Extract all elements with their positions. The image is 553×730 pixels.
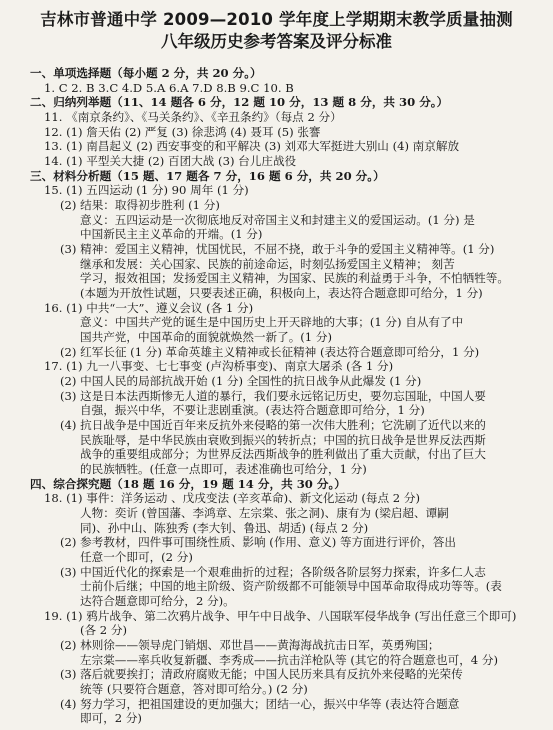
answer-line: 19. (1) 鸦片战争、第二次鸦片战争、甲午中日战争、八国联军侵华战争 (写出任意三个即可) xyxy=(44,608,517,623)
answer-line: (2) 林则徐——领导虎门销烟、邓世昌——黄海海战抗击日军，英勇殉国； xyxy=(60,638,440,652)
answer-line: (2) 红军长征 (1 分) 革命英雄主义精神或长征精神 (表达符合题意即可给分，1 分) xyxy=(60,344,480,359)
answer-line: 16. (1) 中共“一大”、遵义会议 (各 1 分) xyxy=(44,300,254,315)
answer-line: 达符合题意即可给分，2 分)。 xyxy=(80,594,235,608)
answer-line: (4) 努力学习，把祖国建设的更加强大；团结一心，振兴中华等 (表达符合题意 xyxy=(60,696,460,711)
answer-line: 意义：中国共产党的诞生是中国历史上开天辟地的大事；(1 分) 自从有了中 xyxy=(80,315,464,330)
answer-line: 18. (1) 事件：洋务运动 、戊戌变法 (辛亥革命)、新文化运动 (每点 2 分) xyxy=(44,491,420,506)
answer-line: 13. (1) 南昌起义 (2) 西安事变的和平解决 (3) 刘邓大军挺进大别山 (4) 南京解放 xyxy=(44,139,460,154)
answer-line: 人物：奕䜣 (曾国藩、李鸿章、左宗棠、张之洞)、康有为 (梁启超、谭嗣 xyxy=(80,506,449,520)
answer-line: 12. (1) 詹天佑 (2) 严复 (3) 徐悲鸿 (4) 聂耳 (5) 张謇 xyxy=(44,124,321,139)
answer-line: 1. C 2. B 3.C 4.D 5.A 6.A 7.D 8.B 9.C 10. B xyxy=(44,80,294,95)
document-subtitle: 八年级历史参考答案及评分标准 xyxy=(161,32,392,51)
answer-line: 同)、孙中山、陈独秀 (李大钊、鲁迅、胡适) (每点 2 分) xyxy=(80,520,369,535)
answer-line: 15. (1) 五四运动 (1 分) 90 周年 (1 分) xyxy=(44,183,249,198)
document-title: 吉林市普通中学 2009—2010 学年度上学期期末教学质量抽测 xyxy=(40,10,513,29)
answer-line: (本题为开放性试题，只要表述正确，积极向上，表达符合题意即可给分，1 分) xyxy=(80,286,483,300)
answer-line: 自强，振兴中华，不要让悲剧重演。(表达符合题意即可给分，1 分) xyxy=(80,403,425,418)
answer-line: (3) 这是日本法西斯惨无人道的暴行，我们要永远铭记历史，要勿忘国耻，中国人要 xyxy=(60,388,486,403)
answer-line: (2) 中国人民的局部抗战开始 (1 分) 全国性的抗日战争从此爆发 (1 分) xyxy=(60,374,422,388)
section-heading: 二、归纳列举题（11、14 题各 6 分，12 题 10 分，13 题 8 分，共 30 分。） xyxy=(30,95,449,110)
answer-line: 17. (1) 九一八事变、七七事变 (卢沟桥事变)、南京大屠杀 (各 1 分) xyxy=(44,359,394,374)
answer-line: 战争的重要组成部分；为世界反法西斯战争的胜利做出了重大贡献，付出了巨大 xyxy=(80,447,486,462)
answer-line: (3) 中国近代化的探索是一个艰难曲折的过程；各阶级各阶层努力探索，许多仁人志 xyxy=(60,564,486,579)
section-heading: 三、材料分析题（15 题、17 题各 7 分，16 题 6 分，共 20 分。） xyxy=(30,168,385,183)
answer-line: (3) 落后就要挨打；清政府腐败无能；中国人民历来具有反抗外来侵略的光荣传 xyxy=(60,667,463,682)
answer-line: 士前仆后继；中国的地主阶级、资产阶级都不可能领导中国革命取得成功等等。(表 xyxy=(80,579,502,594)
answer-line: 国共产党，中国革命的面貌就焕然一新了。(1 分) xyxy=(80,330,332,344)
section-heading: 一、单项选择题（每小题 2 分，共 20 分。） xyxy=(30,66,262,80)
answer-line: (各 2 分) xyxy=(80,623,127,638)
section-heading: 四、综合探究题（18 题 16 分，19 题 14 分，共 30 分。） xyxy=(30,476,346,491)
answer-line: 的民族牺牲。(任意一点即可，表述准确也可给分，1 分) xyxy=(80,462,367,476)
answer-line: 11. 《南京条约》、《马关条约》、《辛丑条约》（每点 2 分） xyxy=(44,110,342,124)
answer-line: (2) 参考教材，四件事可围绕性质、影响 (作用、意义) 等方面进行评价，答出 xyxy=(60,535,456,550)
answer-line: (3) 精神：爱国主义精神，忧国忧民，不屈不挠，敢于斗争的爱国主义精神等。(1 分) xyxy=(60,242,495,256)
answer-line: 意义：五四运动是一次彻底地反对帝国主义和封建主义的爱国运动。(1 分) 是 xyxy=(80,212,475,227)
answer-line: 继承和发展：关心国家、民族的前途命运，时刻弘扬爱国主义精神； 刻苦 xyxy=(80,256,455,271)
answer-line: 统等 (只要符合题意，答对即可给分。) (2 分) xyxy=(80,682,308,696)
answer-line: 学习，报效祖国；发扬爱国主义精神，为国家、民族的利益勇于斗争，不怕牺牲等。 xyxy=(80,271,509,286)
answer-line: 民族耻辱，是中华民族由衰败到振兴的转折点；中国的抗日战争是世界反法西斯 xyxy=(80,432,486,447)
answer-line: (2) 结果：取得初步胜利 (1 分) xyxy=(60,198,220,212)
answer-line: 中国新民主主义革命的开端。(1 分) xyxy=(80,227,263,242)
answer-line: 左宗棠——率兵收复新疆、李秀成——抗击洋枪队等 (其它的符合题意也可，4 分) xyxy=(80,652,498,667)
answer-line: (4) 抗日战争是中国近百年来反抗外来侵略的第一次伟大胜利；它洗刷了近代以来的 xyxy=(60,418,486,432)
answer-line: 14. (1) 平型关大捷 (2) 百团大战 (3) 台儿庄战役 xyxy=(44,154,297,168)
answer-line: 即可，2 分) xyxy=(80,711,142,726)
answer-line: 任意一个即可，(2 分) xyxy=(80,550,193,564)
